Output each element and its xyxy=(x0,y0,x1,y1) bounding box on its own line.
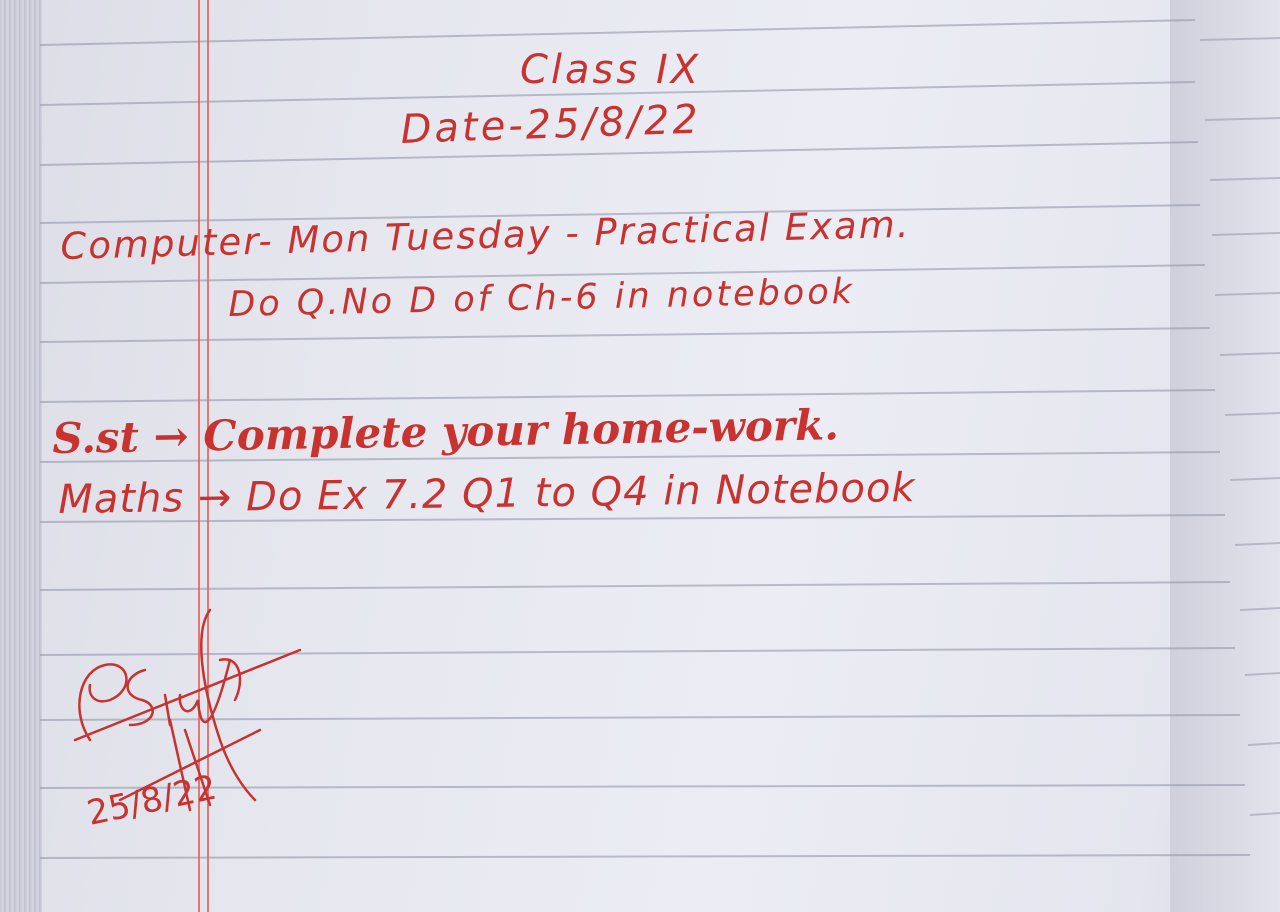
maths-line: Maths → Do Ex 7.2 Q1 to Q4 in Notebook xyxy=(57,465,916,523)
computer-line: Computer- Mon Tuesday - Practical Exam. xyxy=(59,202,911,268)
sst-line: S.st → Complete your home-work. xyxy=(51,400,840,463)
signature-date: 25/8/22 xyxy=(83,767,221,834)
date-label: Date-25/8/22 xyxy=(399,96,702,153)
class-label: Class IX xyxy=(520,47,702,93)
teacher-signature xyxy=(60,600,320,840)
computer-task-line: Do Q.No D of Ch-6 in notebook xyxy=(227,271,856,325)
